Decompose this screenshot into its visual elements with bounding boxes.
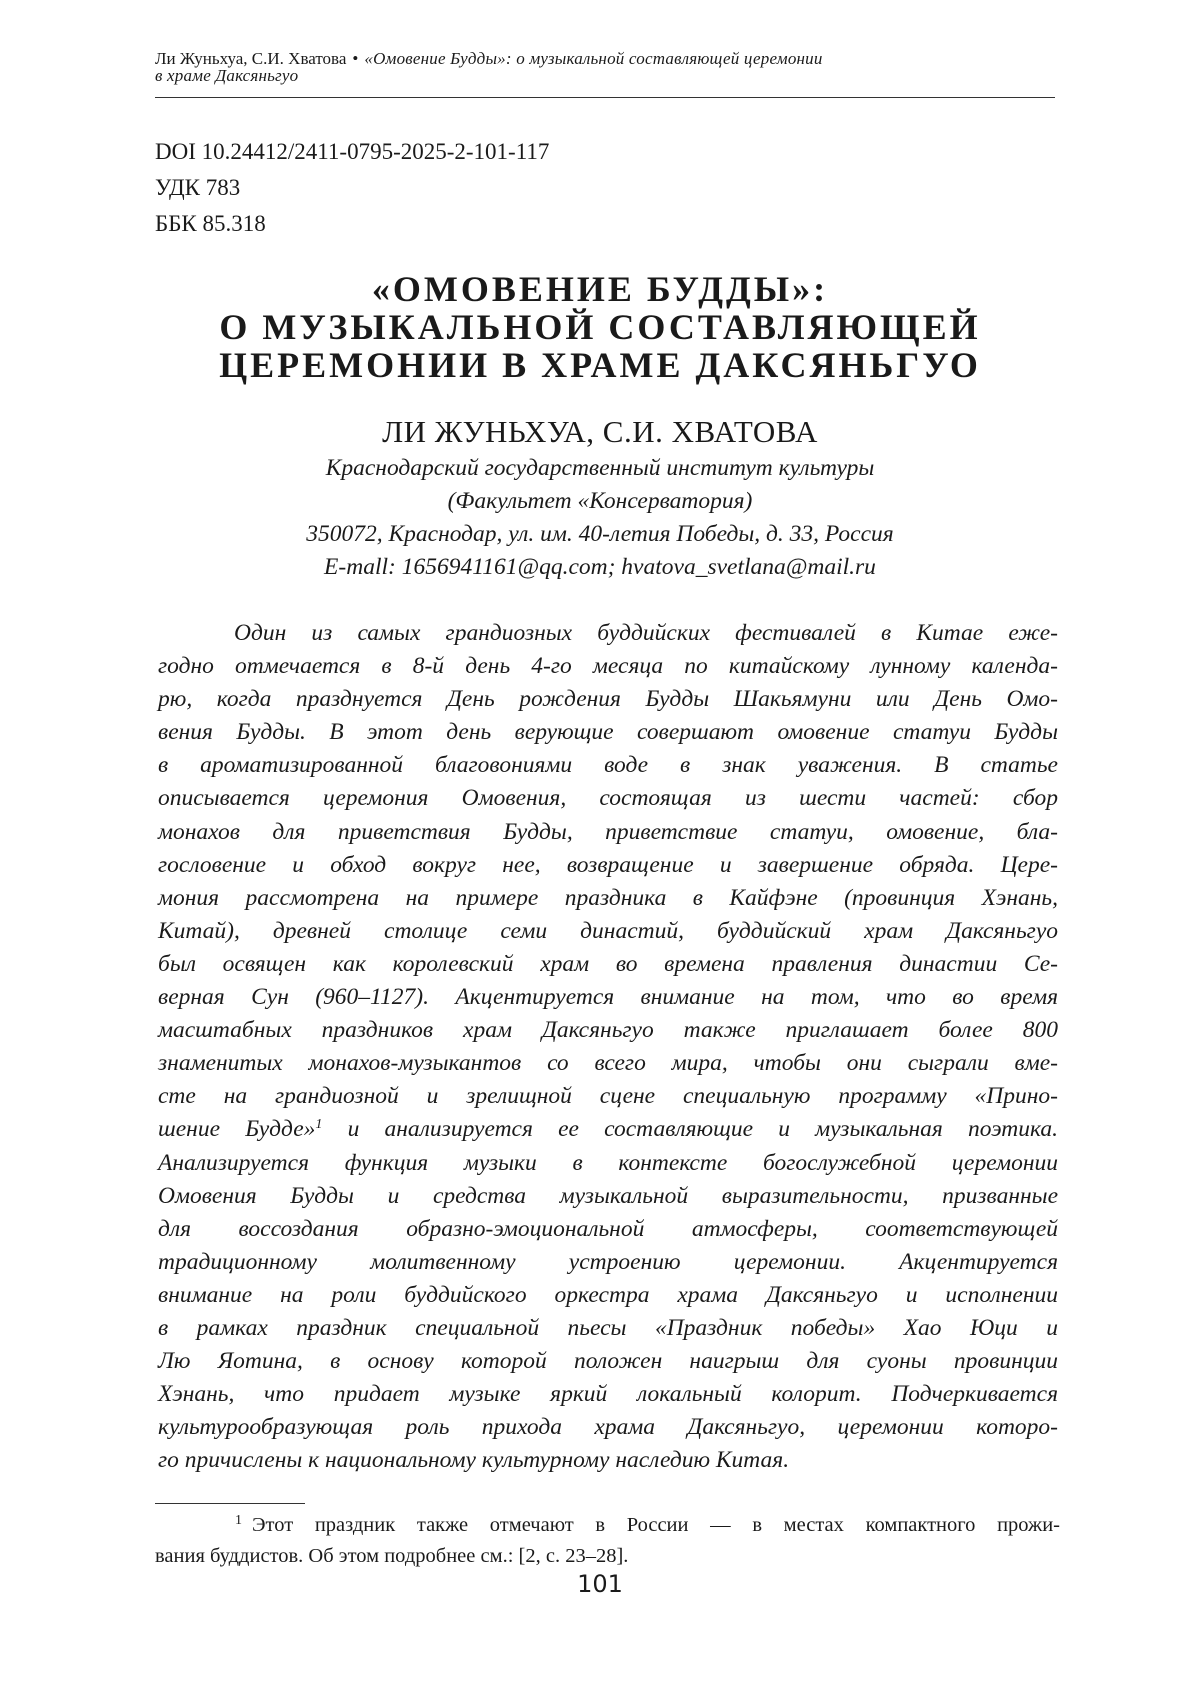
abstract-line: в рамках праздник специальной пьесы «Праздник победы» Хао Юци и xyxy=(158,1312,1058,1345)
footnote-line xyxy=(155,1510,1060,1541)
running-head-line-1 xyxy=(155,50,1055,67)
affiliation xyxy=(0,452,1200,584)
abstract-line: вения Будды. В этот день верующие совершают омовение статуи Будды xyxy=(158,716,1058,749)
abstract-line: го причислены к национальному культурному наследию Китая. xyxy=(158,1444,1058,1477)
udk: УДК 783 xyxy=(155,170,549,206)
article-metadata xyxy=(155,134,549,242)
abstract-line: сте на грандиозной и зрелищной сцене специальную программу «Прино- xyxy=(158,1080,1058,1113)
running-head xyxy=(155,50,1055,84)
abstract-line: культурообразующая роль прихода храма Даксяньгуо, церемонии которо- xyxy=(158,1411,1058,1444)
affiliation-institution: Краснодарский государственный институт культуры xyxy=(0,452,1200,485)
footnote xyxy=(155,1510,1060,1572)
page-number: 101 xyxy=(0,1570,1200,1598)
running-head-title: «Омовение Будды»: о музыкальной составляющей церемонии xyxy=(364,49,822,68)
doi: DOI 10.24412/2411-0795-2025-2-101-117 xyxy=(155,134,549,170)
affiliation-faculty: (Факультет «Консерватория) xyxy=(0,485,1200,518)
footnote-reference[interactable]: 1 xyxy=(315,1117,322,1132)
abstract-line: годно отмечается в 8-й день 4-го месяца по китайскому лунному календа- xyxy=(158,650,1058,683)
affiliation-address: 350072, Краснодар, ул. им. 40-летия Победы, д. 33, Россия xyxy=(0,518,1200,551)
title-line-2: О МУЗЫКАЛЬНОЙ СОСТАВЛЯЮЩЕЙ xyxy=(0,308,1200,346)
article-title xyxy=(0,270,1200,384)
abstract-line: Лю Яотина, в основу которой положен наигрыш для суоны провинции xyxy=(158,1345,1058,1378)
abstract-line: Анализируется функция музыки в контексте богослужебной церемонии xyxy=(158,1147,1058,1180)
footnote-line: вания буддистов. Об этом подробнее см.: [2, с. 23–28]. xyxy=(155,1541,1060,1572)
abstract-line: Один из самых грандиозных буддийских фестивалей в Китае еже- xyxy=(158,617,1058,650)
abstract-line: Омовения Будды и средства музыкальной выразительности, призванные xyxy=(158,1180,1058,1213)
abstract-line: в ароматизированной благовониями воде в знак уважения. В статье xyxy=(158,749,1058,782)
running-head-authors: Ли Жуньхуа, С.И. Хватова xyxy=(155,49,346,68)
abstract-line: гословение и обход вокруг нее, возвращение и завершение обряда. Цере- xyxy=(158,849,1058,882)
abstract xyxy=(158,617,1058,1477)
header-rule xyxy=(155,97,1055,98)
abstract-line: Китай), древней столице семи династий, буддийский храм Даксяньгуо xyxy=(158,915,1058,948)
abstract-text: шение Будде» xyxy=(158,1116,315,1142)
abstract-line: мония рассмотрена на примере праздника в Кайфэне (провинция Хэнань, xyxy=(158,882,1058,915)
abstract-line: описывается церемония Омовения, состоящая из шести частей: сбор xyxy=(158,782,1058,815)
abstract-line: рю, когда празднуется День рождения Будды Шакьямуни или День Омо- xyxy=(158,683,1058,716)
abstract-line: Хэнань, что придает музыке яркий локальный колорит. Подчеркивается xyxy=(158,1378,1058,1411)
abstract-line: монахов для приветствия Будды, приветствие статуи, омовение, бла- xyxy=(158,816,1058,849)
abstract-line: знаменитых монахов-музыкантов со всего мира, чтобы они сыграли вме- xyxy=(158,1047,1058,1080)
abstract-line: для воссоздания образно-эмоциональной атмосферы, соответствующей xyxy=(158,1213,1058,1246)
bbk: ББК 85.318 xyxy=(155,206,549,242)
abstract-line: масштабных праздников храм Даксяньгуо также приглашает более 800 xyxy=(158,1014,1058,1047)
abstract-line-with-footnote xyxy=(158,1113,1058,1146)
title-line-1: «ОМОВЕНИЕ БУДДЫ»: xyxy=(0,270,1200,308)
abstract-line: верная Сун (960–1127). Акцентируется внимание на том, что во время xyxy=(158,981,1058,1014)
footnote-rule xyxy=(155,1503,305,1504)
running-head-separator: • xyxy=(346,49,364,68)
abstract-text: и анализируется ее составляющие и музыкальная поэтика. xyxy=(322,1116,1058,1142)
title-line-3: ЦЕРЕМОНИИ В ХРАМЕ ДАКСЯНЬГУО xyxy=(0,346,1200,384)
abstract-line: традиционному молитвенному устроению церемонии. Акцентируется xyxy=(158,1246,1058,1279)
running-head-title-line-2: в храме Даксяньгуо xyxy=(155,67,1055,84)
authors: ЛИ ЖУНЬХУА, С.И. ХВАТОВА xyxy=(0,414,1200,450)
footnote-text: Этот праздник также отмечают в России — в местах компактного прожи- xyxy=(252,1514,1060,1536)
affiliation-email: E-mall: 1656941161@qq.com; hvatova_svetlana@mail.ru xyxy=(0,551,1200,584)
abstract-line: был освящен как королевский храм во времена правления династии Се- xyxy=(158,948,1058,981)
footnote-mark: 1 xyxy=(235,1513,242,1528)
abstract-line: внимание на роли буддийского оркестра храма Даксяньгуо и исполнении xyxy=(158,1279,1058,1312)
